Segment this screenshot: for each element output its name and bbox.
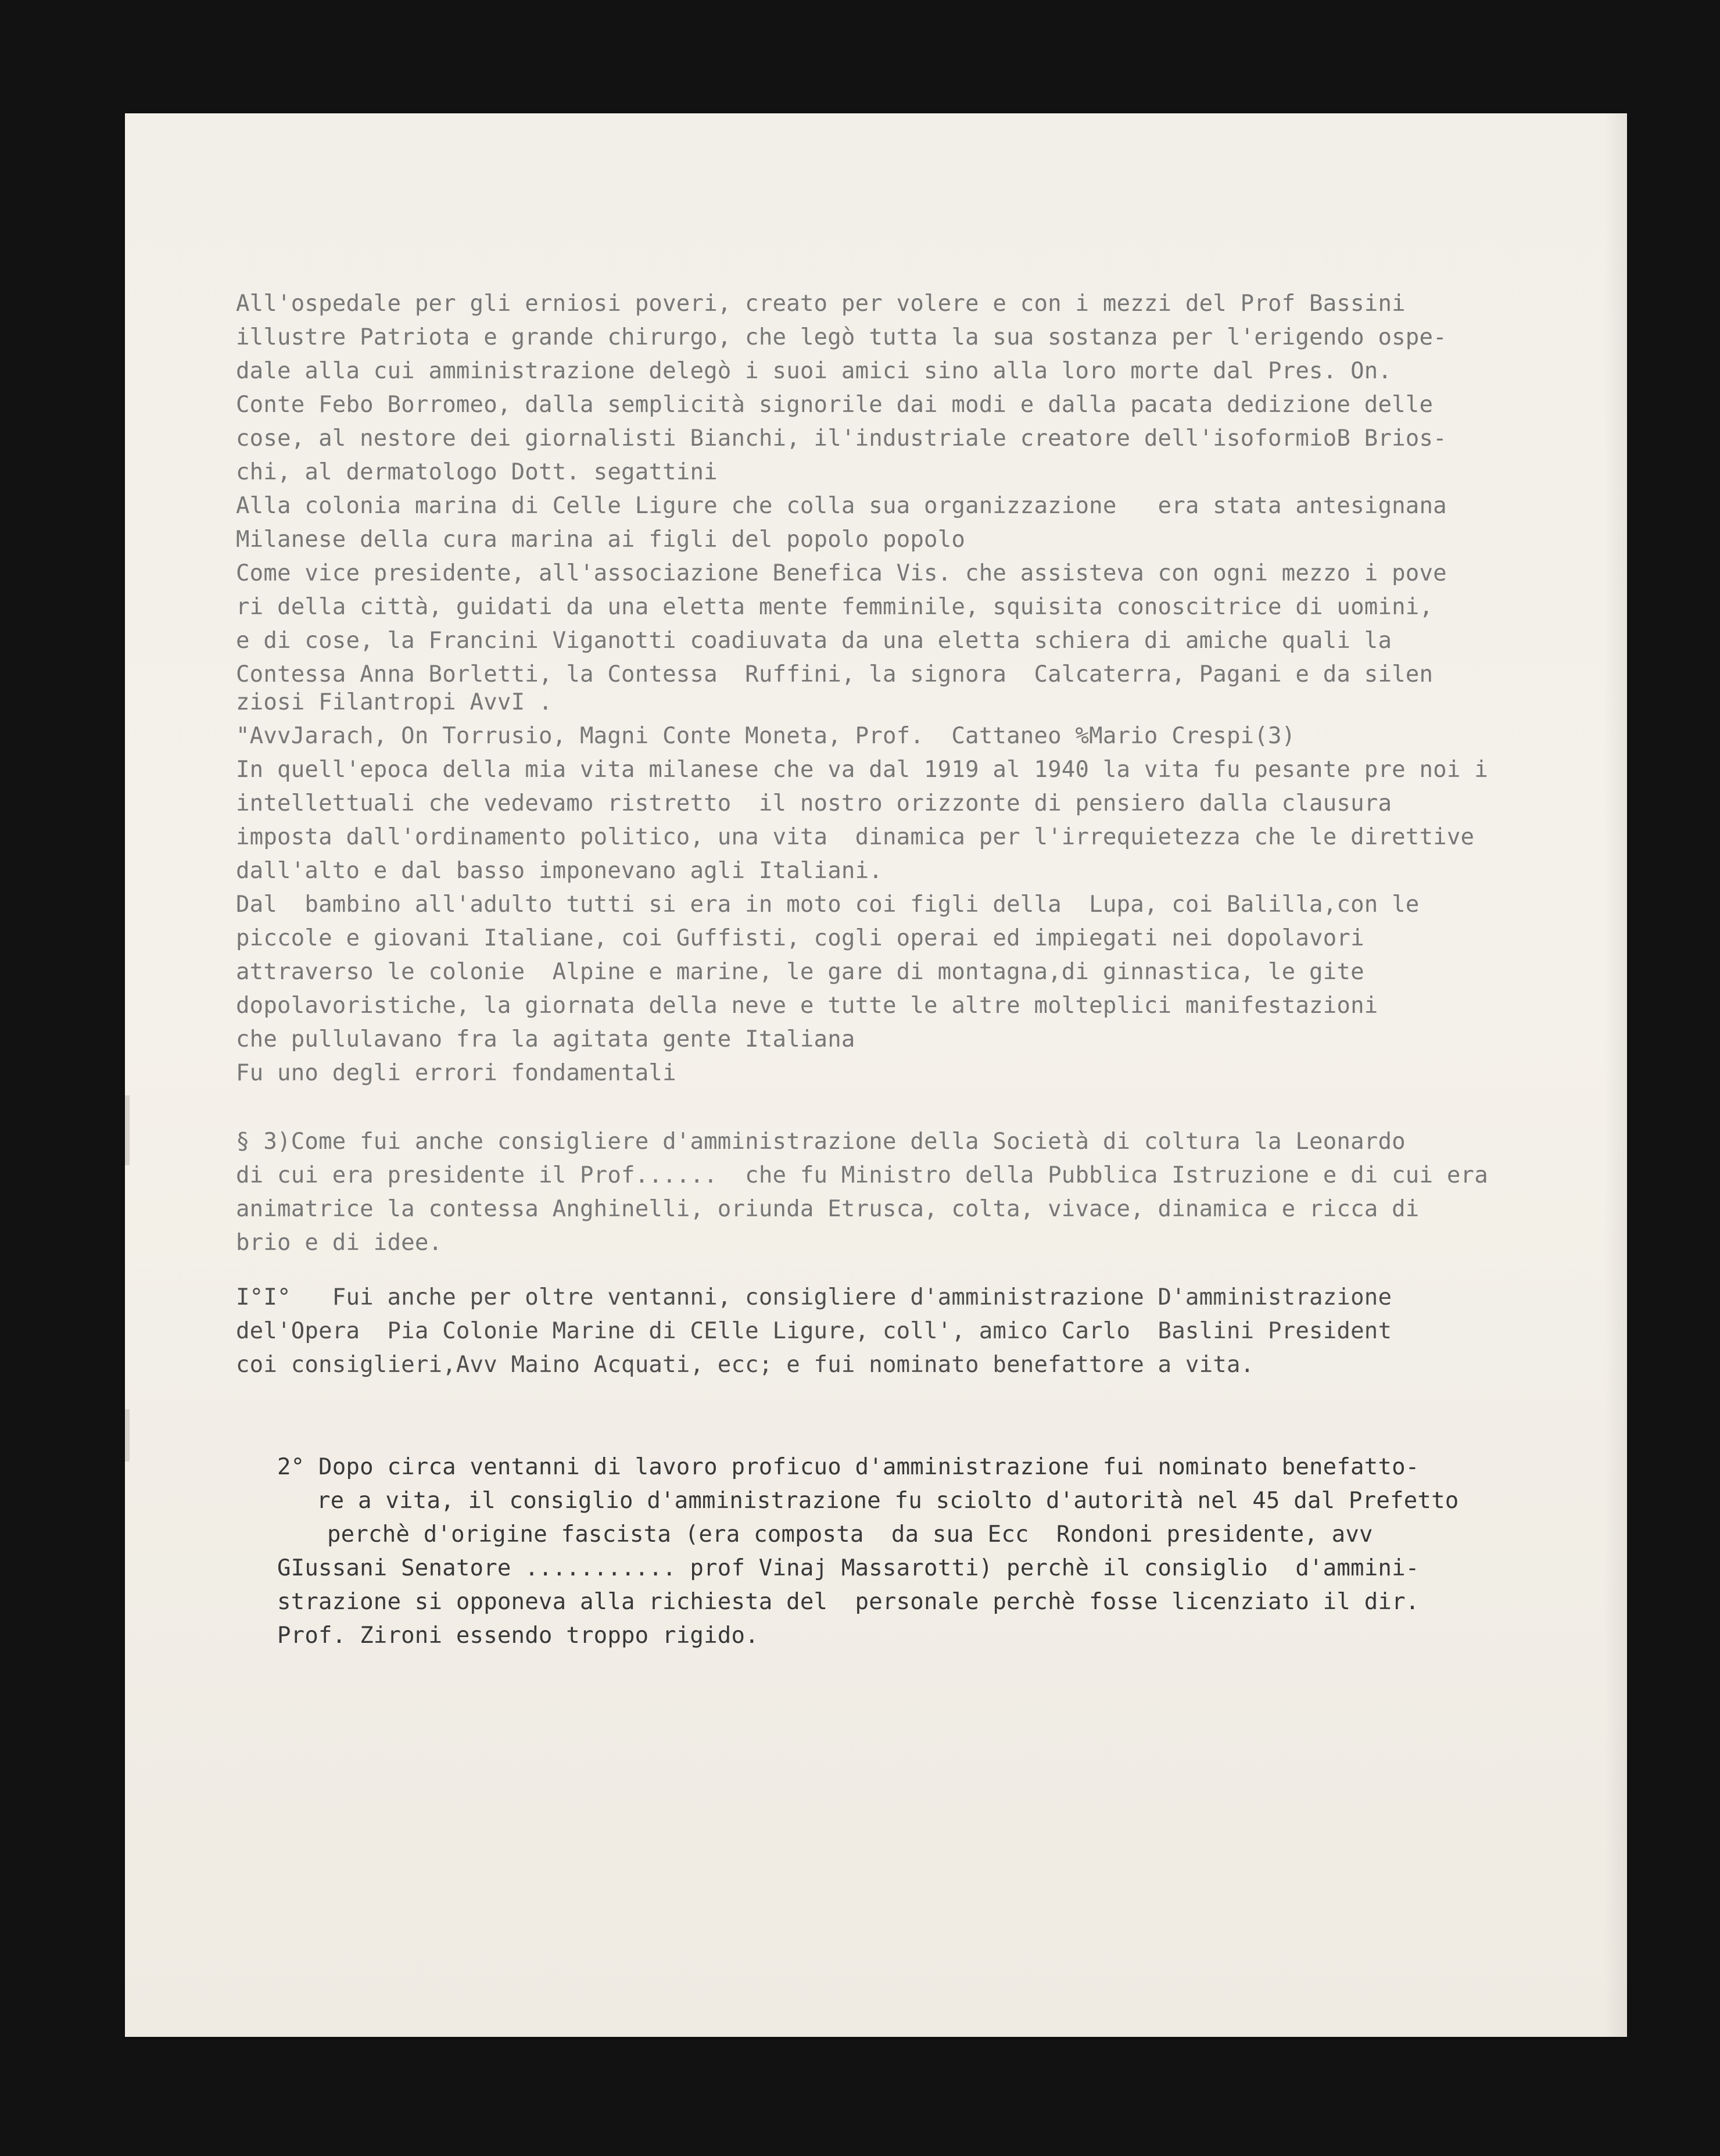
text-line: illustre Patriota e grande chirurgo, che legò tutta la sua sostanza per l'erigendo ospe- bbox=[236, 324, 1447, 350]
text-line: intellettuali che vedevamo ristretto il nostro orizzonte di pensiero dalla clausura bbox=[236, 790, 1392, 816]
text-line: Dal bambino all'adulto tutti si era in moto coi figli della Lupa, coi Balilla,con le bbox=[236, 891, 1420, 918]
text-line: ri della città, guidati da una eletta mente femminile, squisita conoscitrice di uomini, bbox=[236, 594, 1434, 620]
text-line: Contessa Anna Borletti, la Contessa Ruffini, la signora Calcaterra, Pagani e da silen bbox=[236, 661, 1434, 687]
text-line: In quell'epoca della mia vita milanese che va dal 1919 al 1940 la vita fu pesante pre noi i bbox=[236, 757, 1488, 783]
text-line: imposta dall'ordinamento politico, una vita dinamica per l'irrequietezza che le direttive bbox=[236, 824, 1475, 850]
text-line: piccole e giovani Italiane, coi Guffisti, cogli operai ed impiegati nei dopolavori bbox=[236, 925, 1364, 951]
text-line: dopolavoristiche, la giornata della neve e tutte le altre molteplici manifestazioni bbox=[236, 993, 1378, 1019]
text-line: e di cose, la Francini Viganotti coadiuvata da una eletta schiera di amiche quali la bbox=[236, 628, 1392, 654]
text-line: § 3)Come fui anche consigliere d'amministrazione della Società di coltura la Leonardo bbox=[236, 1129, 1406, 1155]
text-line: Alla colonia marina di Celle Ligure che colla sua organizzazione era stata antesignana bbox=[236, 493, 1447, 519]
text-line: "AvvJarach, On Torrusio, Magni Conte Moneta, Prof. Cattaneo %Mario Crespi(3) bbox=[236, 723, 1296, 749]
text-line: GIussani Senatore ........... prof Vinaj Massarotti) perchè il consiglio d'ammini- bbox=[277, 1555, 1420, 1581]
paper-edge-wear bbox=[125, 1095, 130, 1165]
text-line: che pullulavano fra la agitata gente Italiana bbox=[236, 1026, 855, 1052]
text-line: dall'alto e dal basso imponevano agli Italiani. bbox=[236, 858, 883, 884]
text-line: dale alla cui amministrazione delegò i suoi amici sino alla loro morte dal Pres. On. bbox=[236, 358, 1392, 384]
text-line: Prof. Zironi essendo troppo rigido. bbox=[277, 1623, 759, 1649]
text-line: chi, al dermatologo Dott. segattini bbox=[236, 459, 718, 485]
typewritten-page bbox=[125, 113, 1627, 2037]
text-line: cose, al nestore dei giornalisti Bianchi, il'industriale creatore dell'isoformioB Brios- bbox=[236, 425, 1447, 452]
text-line: I°I° Fui anche per oltre ventanni, consigliere d'amministrazione D'amministrazione bbox=[236, 1284, 1392, 1310]
text-line: 2° Dopo circa ventanni di lavoro proficuo d'amministrazione fui nominato benefatto- bbox=[277, 1454, 1420, 1480]
text-line: strazione si opponeva alla richiesta del personale perchè fosse licenziato il dir. bbox=[277, 1589, 1420, 1615]
text-line: perchè d'origine fascista (era composta da sua Ecc Rondoni presidente, avv bbox=[327, 1521, 1373, 1548]
text-line: re a vita, il consiglio d'amministrazione fu sciolto d'autorità nel 45 dal Prefetto bbox=[317, 1488, 1459, 1514]
text-line: Fu uno degli errori fondamentali bbox=[236, 1060, 676, 1086]
text-line: All'ospedale per gli erniosi poveri, creato per volere e con i mezzi del Prof Bassini bbox=[236, 291, 1406, 317]
text-line: ziosi Filantropi AvvI . bbox=[236, 689, 553, 715]
text-line: coi consiglieri,Avv Maino Acquati, ecc; e fui nominato benefattore a vita. bbox=[236, 1352, 1255, 1378]
text-line: attraverso le colonie Alpine e marine, le gare di montagna,di ginnastica, le gite bbox=[236, 959, 1364, 985]
text-line: Milanese della cura marina ai figli del popolo popolo bbox=[236, 527, 966, 553]
text-line: animatrice la contessa Anghinelli, oriunda Etrusca, colta, vivace, dinamica e ricca di bbox=[236, 1196, 1420, 1222]
paper-edge-wear bbox=[125, 1409, 130, 1462]
text-line: brio e di idee. bbox=[236, 1230, 443, 1256]
text-line: Conte Febo Borromeo, dalla semplicità signorile dai modi e dalla pacata dedizione delle bbox=[236, 392, 1434, 418]
text-line: Come vice presidente, all'associazione Benefica Vis. che assisteva con ogni mezzo i pove bbox=[236, 560, 1447, 586]
text-line: di cui era presidente il Prof...... che fu Ministro della Pubblica Istruzione e di cui era bbox=[236, 1162, 1488, 1188]
text-line: del'Opera Pia Colonie Marine di CElle Ligure, coll', amico Carlo Baslini President bbox=[236, 1318, 1392, 1344]
